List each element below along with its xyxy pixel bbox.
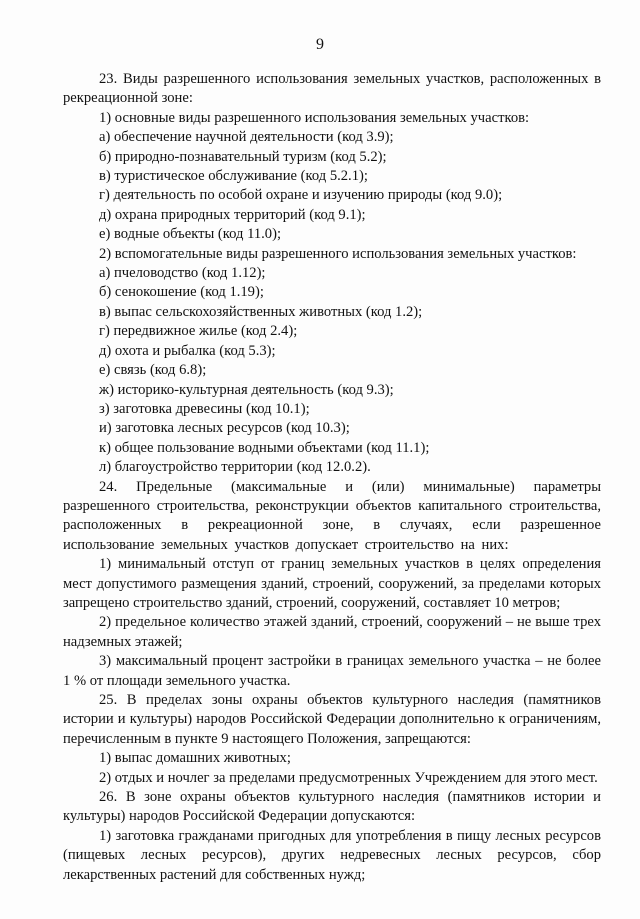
paragraph: 23. Виды разрешенного использования земельных участков, расположенных в рекреационной зоне: <box>63 71 601 107</box>
paragraph: в) выпас сельскохозяйственных животных (код 1.2); <box>99 303 423 320</box>
paragraph: в) туристическое обслуживание (код 5.2.1); <box>99 168 368 185</box>
document-body <box>63 70 601 885</box>
paragraph: 25. В пределах зоны охраны объектов культурного наследия (памятников истории и культуры) народов Российской Федерации дополнительно к ограничениям, перечисленным в пункте 9 настоящего Положения, запрещаются: <box>63 692 601 747</box>
paragraph: 3) максимальный процент застройки в границах земельного участка – не более 1 % от площади земельного участка. <box>63 653 601 689</box>
paragraph: г) передвижное жилье (код 2.4); <box>99 323 298 340</box>
paragraph: б) сенокошение (код 1.19); <box>99 284 264 301</box>
paragraph: а) обеспечение научной деятельности (код 3.9); <box>99 129 394 146</box>
paragraph: а) пчеловодство (код 1.12); <box>99 265 266 282</box>
paragraph: 24. Предельные (максимальные и (или) минимальные) параметры разрешенного строительства, реконструкции объектов капитального строительства, расположенных в рекреационной зоне, в случаях, если разрешенное использование земельных участков допускает строительство на них: <box>63 478 601 553</box>
paragraph: 1) выпас домашних животных; <box>99 750 291 767</box>
paragraph: б) природно-познавательный туризм (код 5.2); <box>99 148 387 165</box>
paragraph: 1) основные виды разрешенного использования земельных участков: <box>99 109 530 126</box>
paragraph: 1) минимальный отступ от границ земельных участков в целях определения мест допустимого размещения зданий, строений, сооружений, за пределами которых запрещено строительство зданий, строений, сооружений, составляет 10 метров; <box>63 556 601 611</box>
paragraph: е) водные объекты (код 11.0); <box>99 226 282 243</box>
paragraph: к) общее пользование водными объектами (код 11.1); <box>99 439 430 456</box>
paragraph: ж) историко-культурная деятельность (код 9.3); <box>99 381 394 398</box>
paragraph: 2) предельное количество этажей зданий, строений, сооружений – не выше трех надземных этажей; <box>63 614 601 650</box>
paragraph: 2) вспомогательные виды разрешенного использования земельных участков: <box>99 245 577 262</box>
paragraph: 2) отдых и ночлег за пределами предусмотренных Учреждением для этого мест. <box>99 769 598 786</box>
paragraph: з) заготовка древесины (код 10.1); <box>99 400 310 417</box>
paragraph: и) заготовка лесных ресурсов (код 10.3); <box>99 420 350 437</box>
paragraph: л) благоустройство территории (код 12.0.2). <box>99 459 371 476</box>
paragraph: г) деятельность по особой охране и изучению природы (код 9.0); <box>99 187 503 204</box>
page-number: 9 <box>316 36 324 53</box>
paragraph: д) охрана природных территорий (код 9.1); <box>99 206 366 223</box>
paragraph: 1) заготовка гражданами пригодных для употребления в пищу лесных ресурсов (пищевых лесных ресурсов), других недревесных лесных ресурсов, сбор лекарственных растений для собственных нужд; <box>63 827 601 883</box>
paragraph: 26. В зоне охраны объектов культурного наследия (памятников истории и культуры) народов Российской Федерации допускаются: <box>63 789 601 825</box>
paragraph: д) охота и рыбалка (код 5.3); <box>99 342 276 359</box>
paragraph: е) связь (код 6.8); <box>99 362 207 379</box>
